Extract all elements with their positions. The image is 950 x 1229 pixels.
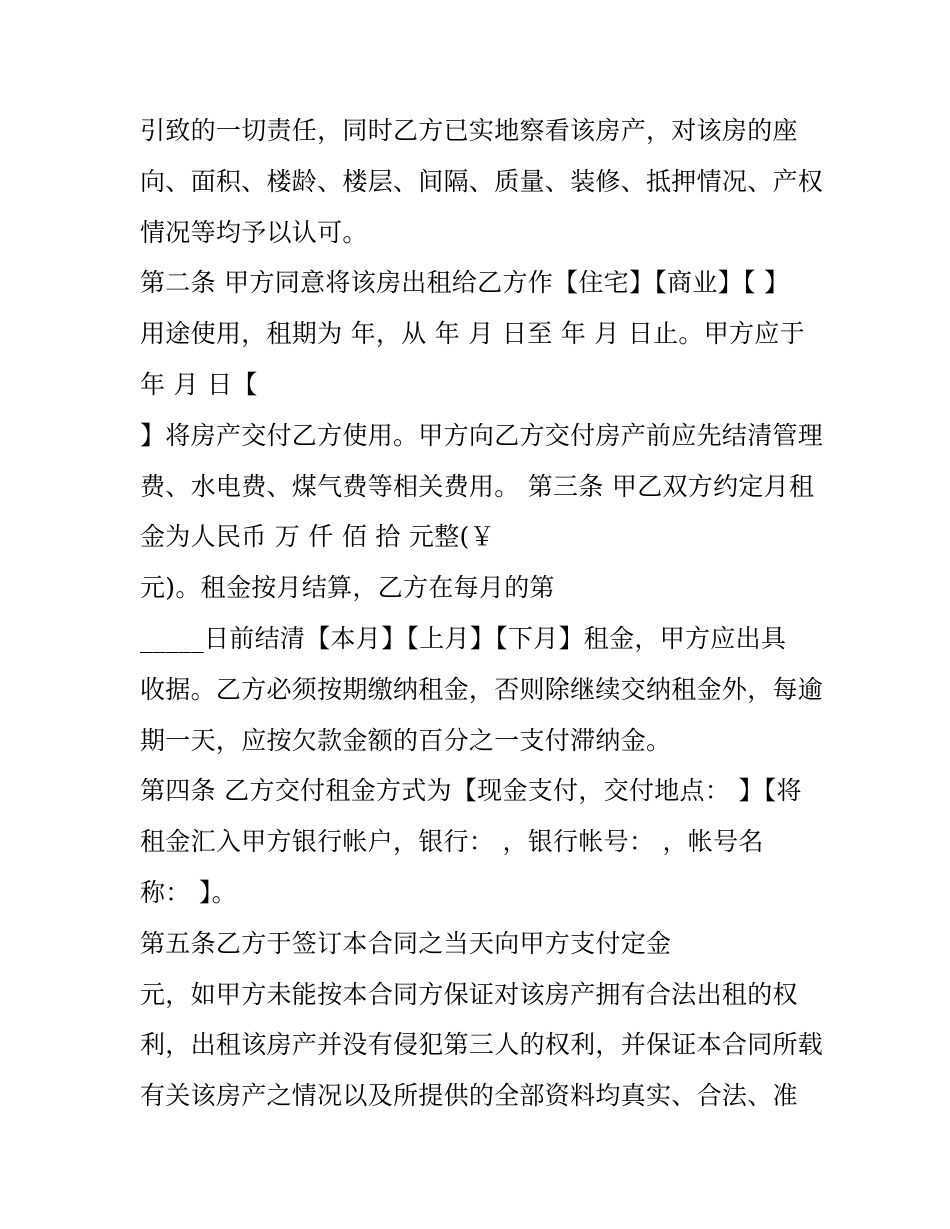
text-line: 元，如甲方未能按本合同方保证对该房产拥有合法出租的权 [140,979,798,1009]
text-line: 金为人民币 万 仟 佰 拾 元整(￥ [140,522,495,552]
text-line: 期一天，应按欠款金额的百分之一支付滞纳金。 [140,725,672,755]
text-line: 收据。乙方必须按期缴纳租金，否则除继续交纳租金外，每逾 [140,674,824,704]
text-line: 向、面积、楼龄、楼层、间隔、质量、装修、抵押情况、产权 [140,166,824,196]
text-line: 】将房产交付乙方使用。甲方向乙方交付房产前应先结清管理 [140,420,824,450]
article-5-line: 第五条乙方于签订本合同之当天向甲方支付定金 [140,928,672,958]
text-line: 利，出租该房产并没有侵犯第三人的权利，并保证本合同所载 [140,1030,824,1060]
text-line: 有关该房产之情况以及所提供的全部资料均真实、合法、准 [140,1081,798,1111]
text-line: 用途使用，租期为 年，从 年 月 日至 年 月 日止。甲方应于 [140,319,805,349]
article-2-line: 第二条 甲方同意将该房出租给乙方作【住宅】【商业】【 】 [140,268,790,298]
article-3-line: 费、水电费、煤气费等相关费用。 第三条 甲乙双方约定月租 [140,471,815,501]
text-line: 引致的一切责任，同时乙方已实地察看该房产，对该房的座 [140,116,798,145]
document-body [140,106,824,1122]
article-4-line: 第四条 乙方交付租金方式为【现金支付，交付地点： 】【将 [140,776,802,806]
text-line: _____日前结清【本月】【上月】【下月】租金，甲方应出具 [140,623,787,653]
text-line: 租金汇入甲方银行帐户，银行： ，银行帐号： ，帐号名 [140,827,764,857]
text-line: 年 月 日【 [140,369,258,399]
text-line: 称： 】。 [140,877,237,907]
text-line: 元)。租金按月结算，乙方在每月的第 [140,573,555,603]
text-line: 情况等均予以认可。 [140,217,368,247]
